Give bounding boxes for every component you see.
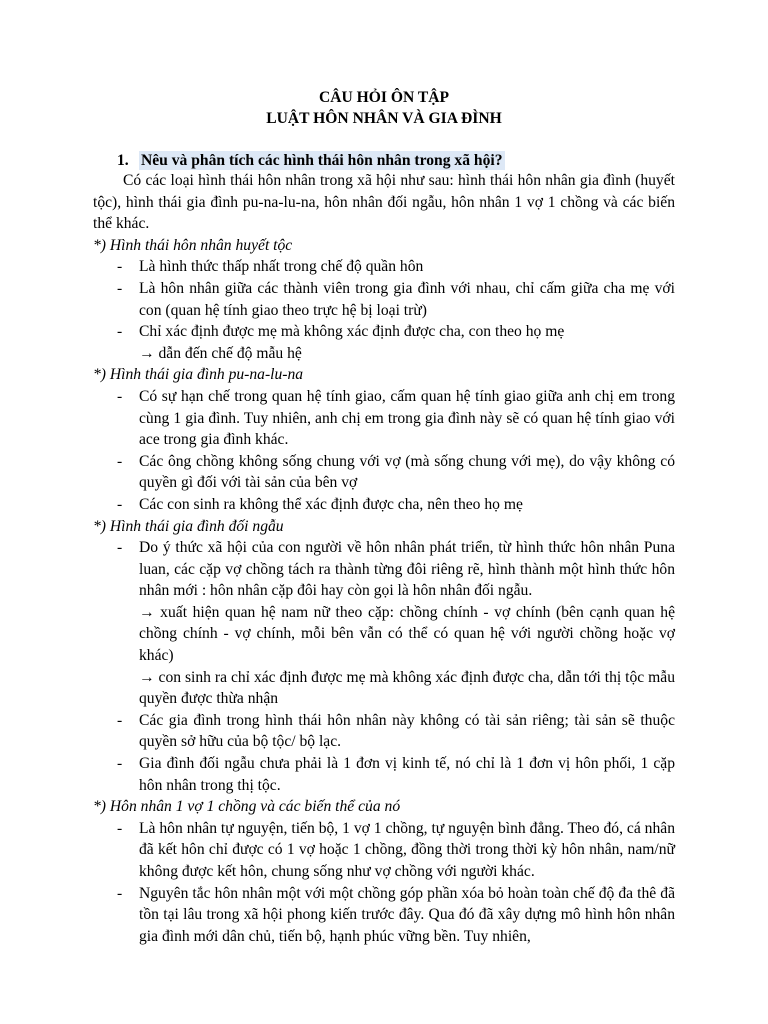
arrow-note: → con sinh ra chỉ xác định được mẹ mà không xác định được cha, dẫn tới thị tộc mẫu quyền được thừa nhận: [139, 668, 675, 708]
question-heading: [117, 150, 505, 172]
question-text: Nêu và phân tích các hình thái hôn nhân trong xã hội?: [141, 152, 503, 169]
list-item: [117, 386, 675, 451]
list-item-text: Chỉ xác định được mẹ mà không xác định được cha, con theo họ mẹ: [139, 323, 565, 341]
title-line-1: CÂU HỎI ÔN TẬP: [318, 89, 450, 106]
list-item: [117, 321, 675, 364]
section-heading: *) Hình thái gia đình đối ngẫu: [93, 517, 284, 535]
list-item: [117, 256, 675, 278]
intro-paragraph: Có các loại hình thái hôn nhân trong xã hội như sau: hình thái hôn nhân gia đình (huyết tộc), hình thái gia đình pu-na-lu-na, hôn nhân đối ngẫu, hôn nhân 1 vợ 1 chồng và các biến thể khác.: [93, 172, 675, 233]
section-heading: *) Hình thái hôn nhân huyết tộc: [93, 236, 293, 254]
list-item-text: Là hình thức thấp nhất trong chế độ quần hôn: [139, 258, 424, 276]
list-item: [117, 710, 675, 753]
list-item-text: Các con sinh ra không thể xác định được cha, nên theo họ mẹ: [139, 495, 523, 513]
list-item: [117, 278, 675, 321]
section-list: [117, 818, 675, 948]
list-item-text: Các ông chồng không sống chung với vợ (mà sống chung với mẹ), do vậy không có quyền gì đối với tài sản của bên vợ: [139, 452, 675, 492]
list-item: [117, 494, 675, 516]
section-heading: *) Hôn nhân 1 vợ 1 chồng và các biến thể của nó: [93, 798, 401, 816]
title-line-2: LUẬT HÔN NHÂN VÀ GIA ĐÌNH: [266, 110, 502, 127]
section-heading: *) Hình thái gia đình pu-na-lu-na: [93, 366, 304, 384]
list-item: [117, 451, 675, 494]
document-body: [93, 170, 675, 947]
list-item-text: - Do ý thức xã hội của con người về hôn nhân phát triển, từ hình thức hôn nhân Puna luan, các cặp vợ chồng tách ra thành từng đôi riêng rẽ, hình thành một hình thức hôn nhân mới : hôn nhân cặp đôi hay còn gọi là hôn nhân đối ngẫu.: [139, 539, 675, 600]
document-title: [0, 87, 768, 129]
list-item-text: Là hôn nhân giữa các thành viên trong gia đình với nhau, chỉ cấm giữa cha mẹ với con (quan hệ tính giao theo trực hệ bị loại trừ): [139, 279, 675, 319]
list-item-text: Các gia đình trong hình thái hôn nhân này không có tài sản riêng; tài sản sẽ thuộc quyền sở hữu của bộ tộc/ bộ lạc.: [139, 711, 675, 751]
list-item: [117, 883, 675, 948]
list-item-text: Có sự hạn chế trong quan hệ tính giao, cấm quan hệ tính giao giữa anh chị em trong cùng 1 gia đình. Tuy nhiên, anh chị em trong gia đình này sẽ có quan hệ tính giao với ace trong gia đình khác.: [139, 387, 675, 449]
section-list: [117, 256, 675, 364]
question-number: 1.: [117, 152, 129, 169]
section-list: [117, 537, 675, 796]
list-item-text: Nguyên tắc hôn nhân một với một chồng góp phần xóa bỏ hoàn toàn chế độ đa thê đã tồn tại lâu trong xã hội phong kiến trước đây. Qua đó đã xây dựng mô hình hôn nhân gia đình mới dân chủ, tiến bộ, hạnh phúc vững bền. Tuy nhiên,: [139, 884, 675, 945]
arrow-note: → xuất hiện quan hệ nam nữ theo cặp: chồng chính - vợ chính (bên cạnh quan hệ chồng chính - vợ chính, mỗi bên vẫn có thể có quan hệ với người chồng hoặc vợ khác): [139, 603, 675, 665]
list-item: [117, 753, 675, 796]
list-item-text: Là hôn nhân tự nguyện, tiến bộ, 1 vợ 1 chồng, tự nguyện bình đẳng. Theo đó, cá nhân đã kết hôn chỉ được có 1 vợ hoặc 1 chồng, đồng thời trong thời kỳ hôn nhân, nam/nữ không được kết hôn, chung sống như vợ chồng với người khác.: [139, 819, 675, 880]
arrow-note: → dẫn đến chế độ mẫu hệ: [139, 344, 302, 362]
list-item: [117, 537, 675, 710]
list-item-text: Gia đình đối ngẫu chưa phải là 1 đơn vị kinh tế, nó chỉ là 1 đơn vị hôn phối, 1 cặp hôn nhân trong thị tộc.: [139, 755, 675, 794]
list-item: [117, 818, 675, 883]
section-list: [117, 386, 675, 516]
